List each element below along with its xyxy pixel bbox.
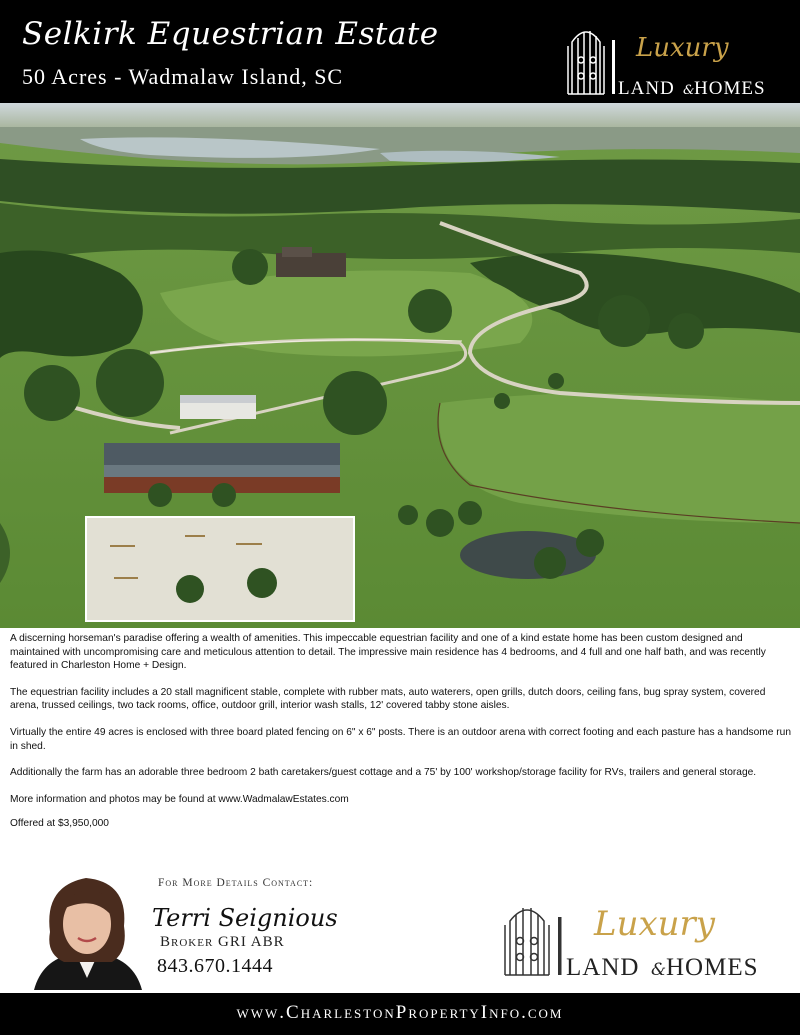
header-banner [0, 0, 800, 103]
gate-icon [568, 31, 604, 94]
footer-banner [0, 993, 800, 1035]
listing-title: Selkirk Equestrian Estate [22, 16, 439, 52]
contact-heading: For More Details Contact: [158, 877, 314, 889]
description-paragraph: Additionally the farm has an adorable three bedroom 2 bath caretakers/guest cottage and a 75' by 100' workshop/storage facility for RVs, trailers and general storage. [10, 767, 757, 779]
website-link[interactable]: www.CharlestonPropertyInfo.com [236, 1002, 564, 1023]
gate-icon [505, 908, 549, 975]
logo-homes-word: HOMES [666, 954, 759, 981]
agent-phone[interactable]: 843.670.1444 [157, 955, 273, 977]
description-paragraph: The equestrian facility includes a 20 stall magnificent stable, complete with rubber mats, auto waterers, open grills, dutch doors, ceiling fans, bug spray system, covered arena, trussed ceilings, two tack rooms, office, outdoor grill, interior wash stalls, 12' covered tabby stone aisles. [10, 686, 766, 712]
description-paragraph: Virtually the entire 49 acres is enclosed with three board plated fencing on 6" x 6" posts. There is an outdoor arena with correct footing and each pasture has a handsome run in shed. [10, 726, 792, 752]
luxury-land-homes-logo [502, 895, 784, 981]
description-paragraph: A discerning horseman's paradise offering a wealth of amenities. This impeccable equestrian facility and one of a kind estate home has been custom designed and maintained with uncompromising care and meticulous attention to detail. The impressive main residence has 4 bedrooms, and 4 full and one half bath, and was recently featured in Charleston Home + Design. [10, 633, 766, 672]
logo-script-word: Luxury [636, 33, 729, 63]
aerial-estate-photo [0, 103, 800, 628]
agent-name: Terri Seignious [152, 904, 338, 932]
logo-script-word: Luxury [594, 904, 716, 944]
listing-description [10, 632, 795, 842]
logo-homes-word: HOMES [694, 78, 766, 96]
listing-subtitle: 50 Acres - Wadmalaw Island, SC [22, 64, 344, 89]
luxury-land-homes-logo [566, 20, 778, 96]
agent-portrait [28, 866, 146, 990]
price-line: Offered at $3,950,000 [10, 818, 109, 830]
logo-ampersand: & [651, 960, 667, 980]
logo-ampersand: & [683, 83, 695, 96]
logo-land-word: LAND [618, 78, 675, 96]
more-info-line: More information and photos may be found at www.WadmalawEstates.com [10, 793, 349, 805]
agent-credentials: Broker GRI ABR [160, 934, 285, 950]
logo-land-word: LAND [566, 954, 640, 981]
